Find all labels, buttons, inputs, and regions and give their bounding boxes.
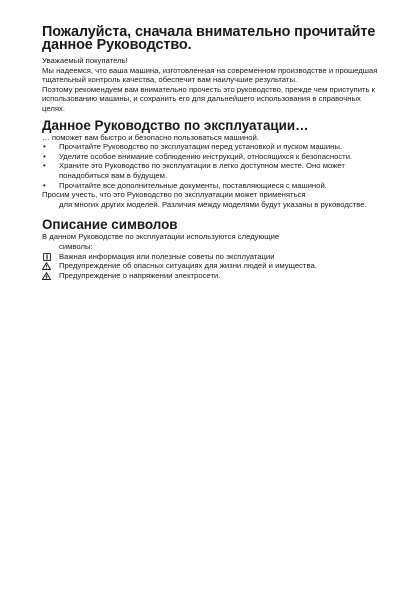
bullet-glyph: • (43, 151, 46, 161)
page-content (42, 26, 380, 280)
symbols-list (42, 252, 380, 281)
models-note-rest: для многих других моделей. Различия между моделями будут указаны в руководстве. (59, 199, 367, 209)
symbol-description: Важная информация или полезные советы по эксплуатации (59, 251, 275, 261)
models-note-first-line: Просим учесть, что это Руководство по эксплуатации может применяться (42, 190, 306, 200)
warning-triangle-icon (42, 262, 51, 270)
bullet-text: Прочитайте все дополнительные документы, поставляющиеся с машиной. (59, 180, 327, 190)
bullet-glyph: • (43, 161, 46, 171)
models-note (42, 190, 380, 209)
electric-warning-triangle-icon (42, 272, 51, 280)
list-item (42, 252, 380, 262)
list-item (42, 142, 380, 152)
bullet-text: Храните это Руководство по эксплуатации в легко доступном месте. Оно может понадобиться вам в будущем. (59, 161, 345, 180)
list-item (42, 181, 380, 191)
bullet-glyph: • (43, 142, 46, 152)
symbol-description: Предупреждение о напряжении электросети. (59, 270, 221, 280)
page-title: Пожалуйста, сначала внимательно прочитайте данное Руководство. (42, 24, 376, 53)
symbols-intro-first-line: В данном Руководстве по эксплуатации используются следующие (42, 232, 280, 242)
intro-paragraph-2: Поэтому рекомендуем вам внимательно прочесть это руководство, прежде чем приступить к использованию машины, и сохранить его для дальнейшего использования в справочных целях. (42, 84, 376, 113)
info-book-icon (42, 253, 51, 261)
bullet-text: Прочитайте Руководство по эксплуатации перед установкой и пуском машины. (59, 142, 343, 152)
list-item (42, 261, 380, 271)
manual-section-heading: Данное Руководство по эксплуатации… (42, 117, 309, 133)
bullet-glyph: • (43, 180, 46, 190)
bullet-text: Уделите особое внимание соблюдению инструкций, относящихся к безопасности. (59, 151, 353, 161)
manual-bullet-list (42, 142, 380, 190)
symbols-section-heading: Описание символов (42, 217, 178, 233)
symbol-description: Предупреждение об опасных ситуациях для жизни людей и имущества. (59, 261, 317, 271)
manual-section-lead: … поможет вам быстро и безопасно пользоваться машиной. (42, 132, 259, 142)
list-item (42, 161, 380, 180)
list-item (42, 271, 380, 281)
list-item (42, 152, 380, 162)
symbols-intro (42, 232, 380, 251)
greeting: Уважаемый покупатель! (42, 56, 128, 65)
symbols-intro-rest: символы: (59, 241, 93, 251)
intro-paragraph-1: Мы надеемся, что ваша машина, изготовленная на современном производстве и прошедшая тщательный контроль качества, обеспечит вам наилучшие результаты. (42, 65, 378, 85)
